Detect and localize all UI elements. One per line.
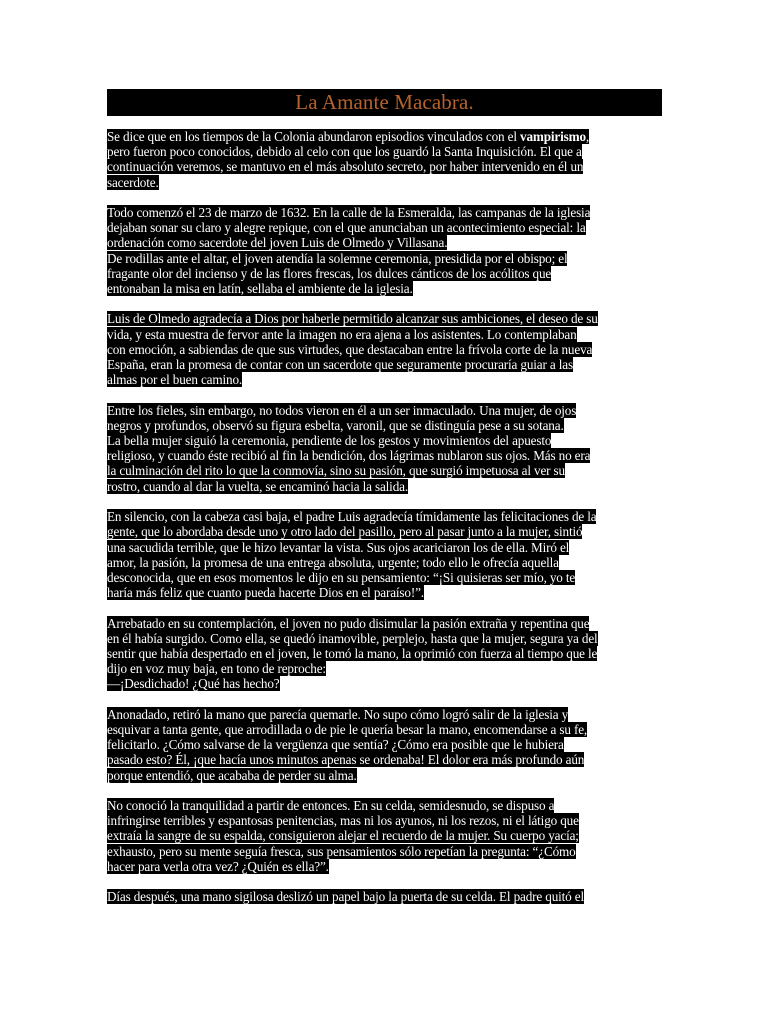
text-line: continuación veremos, se mantuvo en el más absoluto secreto, por haber intervenido en él un [107, 159, 584, 175]
text-line: sacerdote. [107, 174, 159, 190]
text-line: Se dice que en los tiempos de la Colonia abundaron episodios vinculados con el vampirismo, [107, 129, 590, 144]
text-line: Días después, una mano sigilosa deslizó un papel bajo la puerta de su celda. El padre quitó el [107, 889, 584, 905]
paragraph [107, 616, 663, 692]
text-line-row [107, 418, 663, 433]
paragraph [107, 403, 663, 494]
text-line-row [107, 205, 663, 220]
text-line-row [107, 403, 663, 418]
text-line: dejaban sonar su claro y alegre repique, con el que anunciaban un acontecimiento especial: la [107, 220, 586, 236]
text-line: fragante olor del incienso y de las flores frescas, los dulces cánticos de los acólitos que [107, 265, 552, 281]
paragraph [107, 205, 663, 296]
text-line: entonaban la misa en latín, sellaba el ambiente de la iglesia. [107, 280, 413, 296]
text-line-row [107, 433, 663, 448]
document-body [107, 129, 663, 920]
text-line: sentir que había despertado en el joven, le tomó la mano, la oprimió con fuerza al tiempo que le [107, 645, 598, 661]
text-line-row [107, 129, 663, 144]
text-line: exhausto, pero su mente seguía fresca, sus pensamientos sólo repetían la pregunta: “¿Cómo [107, 843, 576, 859]
text-line: porque entendió, que acababa de perder su alma. [107, 767, 357, 783]
paragraph [107, 889, 663, 904]
text-line: infringirse terribles y espantosas penitencias, mas ni los ayunos, ni los rezos, ni el látigo que [107, 813, 579, 829]
text-line: Luis de Olmedo agradecía a Dios por haberle permitido alcanzar sus ambiciones, el deseo de su [107, 311, 598, 327]
document-title: La Amante Macabra. [295, 90, 474, 114]
text-line-row [107, 889, 663, 904]
text-line-row [107, 342, 663, 357]
text-line: religioso, y cuando éste recibió al fin la bendición, dos lágrimas nublaron sus ojos. Más no era [107, 448, 591, 464]
text-line: España, eran la promesa de contar con un sacerdote que seguramente procuraría guiar a las [107, 357, 573, 373]
text-line-row [107, 844, 663, 859]
text-line-row [107, 676, 663, 691]
paragraph [107, 129, 663, 190]
text-line: dijo en voz muy baja, en tono de reproche: [107, 661, 326, 677]
text-line: amor, la pasión, la promesa de una entrega absoluta, urgente; todo ello le ofrecía aquella [107, 554, 559, 570]
text-line: Anonadado, retiró la mano que parecía quemarle. No supo cómo logró salir de la iglesia y [107, 706, 569, 722]
text-line-row [107, 570, 663, 585]
text-line: En silencio, con la cabeza casi baja, el padre Luis agradecía tímidamente las felicitaciones de la [107, 509, 597, 525]
text-line-row [107, 235, 663, 250]
text-line-row [107, 281, 663, 296]
text-line: rostro, cuando al dar la vuelta, se encaminó hacia la salida. [107, 478, 408, 494]
text-line: felicitarlo. ¿Cómo salvarse de la vergüenza que sentía? ¿Cómo era posible que le hubiera [107, 737, 564, 753]
text-line-row [107, 555, 663, 570]
text-line-row [107, 585, 663, 600]
text-line: pasado esto? Él, ¡que hacía unos minutos apenas se ordenaba! El dolor era más profundo aún [107, 752, 585, 768]
paragraph [107, 509, 663, 600]
text-line: esquivar a tanta gente, que arrodillada o de pie le quería besar la mano, encomendarse a su fe, [107, 721, 588, 737]
text-line-row [107, 509, 663, 524]
text-line-row [107, 251, 663, 266]
text-line: vida, y esta muestra de fervor ante la imagen no era ajena a los asistentes. Lo contemplaban [107, 326, 577, 342]
text-line-row [107, 707, 663, 722]
text-line-row [107, 616, 663, 631]
title-bar [107, 89, 662, 116]
text-line-row [107, 752, 663, 767]
text-line: De rodillas ante el altar, el joven atendía la solemne ceremonia, presidida por el obispo; el [107, 250, 568, 266]
text-line: haría más feliz que cuanto pueda hacerte Dios en el paraíso!”. [107, 585, 424, 601]
text-line: pero fueron poco conocidos, debido al celo con que los guardó la Santa Inquisición. El que a [107, 144, 582, 160]
text-line-row [107, 768, 663, 783]
text-line: Arrebatado en su contemplación, el joven no pudo disimular la pasión extraña y repentina que [107, 615, 590, 631]
text-line-row [107, 540, 663, 555]
text-line: con emoción, a sabiendas de que sus virtudes, que destacaban entre la frívola corte de la nueva [107, 341, 593, 357]
text-line-row [107, 357, 663, 372]
paragraph [107, 311, 663, 387]
text-line-row [107, 828, 663, 843]
paragraph [107, 707, 663, 783]
text-line-row [107, 463, 663, 478]
text-line-row [107, 631, 663, 646]
text-line: —¡Desdichado! ¿Qué has hecho? [107, 676, 280, 692]
text-line-row [107, 311, 663, 326]
text-line-row [107, 159, 663, 174]
text-line: gente, que lo abordaba desde uno y otro lado del pasillo, pero al pasar junto a la mujer, sintió [107, 524, 583, 540]
text-line-row [107, 737, 663, 752]
text-line: la culminación del rito lo que la conmovía, sino su pasión, que surgió impetuosa al ver su [107, 463, 565, 479]
text-line-row [107, 175, 663, 190]
text-line-row [107, 859, 663, 874]
text-line-row [107, 220, 663, 235]
text-line-row [107, 722, 663, 737]
text-line-row [107, 448, 663, 463]
text-line: No conoció la tranquilidad a partir de entonces. En su celda, semidesnudo, se dispuso a [107, 798, 555, 814]
text-line: almas por el buen camino. [107, 372, 243, 388]
text-line-row [107, 524, 663, 539]
text-line: La bella mujer siguió la ceremonia, pendiente de los gestos y movimientos del apuesto [107, 433, 552, 449]
text-line-row [107, 372, 663, 387]
text-line: en él había surgido. Como ella, se quedó inamovible, perplejo, hasta que la mujer, segura ya del [107, 630, 598, 646]
text-line-row [107, 327, 663, 342]
text-line: extraía la sangre de su espalda, consiguieron alejar el recuerdo de la mujer. Su cuerpo yacía; [107, 828, 579, 844]
text-line: ordenación como sacerdote del joven Luis de Olmedo y Villasana. [107, 235, 448, 251]
text-line: desconocida, que en esos momentos le dijo en su pensamiento: “¡Si quisieras ser mío, yo te [107, 569, 576, 585]
text-line: una sacudida terrible, que le hizo levantar la vista. Sus ojos acariciaron los de ella. Miró el [107, 539, 570, 555]
text-line: Todo comenzó el 23 de marzo de 1632. En la calle de la Esmeralda, las campanas de la iglesia [107, 205, 591, 221]
text-line: hacer para verla otra vez? ¿Quién es ella?”. [107, 858, 329, 874]
emphasized-word: vampirismo [520, 129, 586, 144]
text-line-row [107, 266, 663, 281]
text-line-row [107, 646, 663, 661]
text-line-row [107, 661, 663, 676]
paragraph [107, 798, 663, 874]
text-line-row [107, 798, 663, 813]
text-line-row [107, 813, 663, 828]
text-line: negros y profundos, observó su figura esbelta, varonil, que se distinguía pese a su sotana. [107, 417, 564, 433]
text-line: Entre los fieles, sin embargo, no todos vieron en él a un ser inmaculado. Una mujer, de ojos [107, 402, 577, 418]
text-line-row [107, 479, 663, 494]
text-line-row [107, 144, 663, 159]
